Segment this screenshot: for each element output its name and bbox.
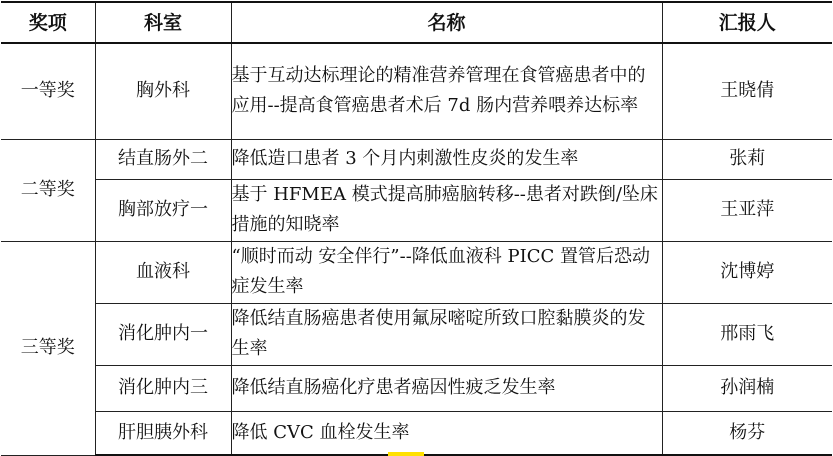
header-reporter: 汇报人 <box>662 2 832 43</box>
table-row <box>1 43 832 139</box>
table-row <box>1 411 832 455</box>
reporter-cell: 邢雨飞 <box>662 303 832 365</box>
table-row <box>1 365 832 411</box>
department-cell: 消化肿内三 <box>95 365 231 411</box>
reporter-cell: 张莉 <box>662 139 832 179</box>
header-award: 奖项 <box>1 2 95 43</box>
department-cell: 胸外科 <box>95 43 231 139</box>
table-row <box>1 303 832 365</box>
project-name-cell: “顺时而动 安全伴行”--降低血液科 PICC 置管后恐动症发生率 <box>231 241 662 303</box>
award-first: 一等奖 <box>1 43 95 139</box>
award-third: 三等奖 <box>1 241 95 455</box>
header-name: 名称 <box>231 2 662 43</box>
department-cell: 结直肠外二 <box>95 139 231 179</box>
project-name-cell: 降低 CVC 血栓发生率 <box>231 411 662 455</box>
department-cell: 肝胆胰外科 <box>95 411 231 455</box>
reporter-cell: 沈博婷 <box>662 241 832 303</box>
project-name-cell: 基于 HFMEA 模式提高肺癌脑转移--患者对跌倒/坠床措施的知晓率 <box>231 179 662 241</box>
header-department: 科室 <box>95 2 231 43</box>
department-cell: 消化肿内一 <box>95 303 231 365</box>
reporter-cell: 杨芬 <box>662 411 832 455</box>
project-name-cell: 降低结直肠癌化疗患者癌因性疲乏发生率 <box>231 365 662 411</box>
table-row <box>1 139 832 179</box>
table-row <box>1 241 832 303</box>
project-name-cell: 降低结直肠癌患者使用氟尿嘧啶所致口腔黏膜炎的发生率 <box>231 303 662 365</box>
reporter-cell: 王晓倩 <box>662 43 832 139</box>
header-row <box>1 2 832 43</box>
department-cell: 血液科 <box>95 241 231 303</box>
award-table <box>1 1 832 456</box>
table-row <box>1 179 832 241</box>
reporter-cell: 王亚萍 <box>662 179 832 241</box>
project-name-cell: 降低造口患者 3 个月内刺激性皮炎的发生率 <box>231 139 662 179</box>
project-name-cell: 基于互动达标理论的精准营养管理在食管癌患者中的应用--提高食管癌患者术后 7d 肠内营养喂养达标率 <box>231 43 662 139</box>
highlight-mark <box>388 452 424 456</box>
reporter-cell: 孙润楠 <box>662 365 832 411</box>
award-second: 二等奖 <box>1 139 95 241</box>
department-cell: 胸部放疗一 <box>95 179 231 241</box>
